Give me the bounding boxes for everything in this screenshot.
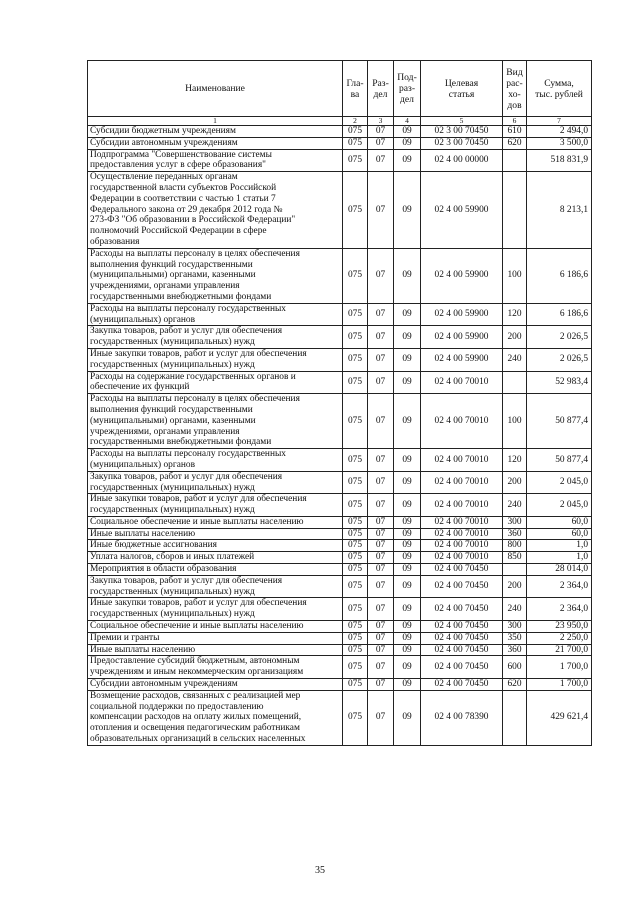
- cell-statya: 02 4 00 70010: [421, 371, 503, 394]
- table-row: [88, 656, 592, 679]
- cell-glava: 075: [343, 632, 368, 644]
- cell-statya: 02 4 00 59900: [421, 248, 503, 303]
- cell-vid: 360: [503, 644, 527, 656]
- cell-vid: [503, 172, 527, 249]
- cell-statya: 02 4 00 70450: [421, 575, 503, 598]
- cell-summa: 1,0: [527, 540, 592, 552]
- cell-vid: 620: [503, 137, 527, 149]
- table-row: [88, 348, 592, 371]
- table-row: [88, 621, 592, 633]
- table-row: [88, 394, 592, 449]
- cell-summa: 60,0: [527, 528, 592, 540]
- cell-glava: 075: [343, 621, 368, 633]
- cell-podrazdel: 09: [394, 172, 421, 249]
- cell-summa: 518 831,9: [527, 149, 592, 172]
- table-row: [88, 679, 592, 691]
- table-row: [88, 690, 592, 745]
- cell-summa: 1,0: [527, 552, 592, 564]
- cell-podrazdel: 09: [394, 137, 421, 149]
- cell-summa: 2 045,0: [527, 471, 592, 494]
- cell-podrazdel: 09: [394, 552, 421, 564]
- cell-statya: 02 4 00 70450: [421, 644, 503, 656]
- cell-glava: 075: [343, 149, 368, 172]
- table-row: [88, 126, 592, 138]
- cell-name: Мероприятия в области образования: [88, 564, 343, 576]
- cell-podrazdel: 09: [394, 540, 421, 552]
- table-row: [88, 598, 592, 621]
- cell-razdel: 07: [368, 690, 394, 745]
- table-row: [88, 172, 592, 249]
- cell-podrazdel: 09: [394, 516, 421, 528]
- cell-summa: 1 700,0: [527, 656, 592, 679]
- cell-glava: 075: [343, 137, 368, 149]
- header-razdel: Раз- дел: [368, 61, 394, 117]
- cell-glava: 075: [343, 303, 368, 326]
- table-row: [88, 371, 592, 394]
- table-row: [88, 149, 592, 172]
- cell-podrazdel: 09: [394, 644, 421, 656]
- cell-razdel: 07: [368, 149, 394, 172]
- cell-vid: 120: [503, 303, 527, 326]
- table-row: [88, 516, 592, 528]
- cell-name: Субсидии бюджетным учреждениям: [88, 126, 343, 138]
- cell-podrazdel: 09: [394, 326, 421, 349]
- table-row: [88, 552, 592, 564]
- cell-statya: 02 4 00 70010: [421, 471, 503, 494]
- table-row: [88, 644, 592, 656]
- cell-vid: 360: [503, 528, 527, 540]
- cell-summa: 50 877,4: [527, 394, 592, 449]
- cell-razdel: 07: [368, 394, 394, 449]
- cell-glava: 075: [343, 656, 368, 679]
- cell-podrazdel: 09: [394, 126, 421, 138]
- table-body: [88, 126, 592, 746]
- page-number: 35: [315, 865, 325, 876]
- cell-name: Возмещение расходов, связанных с реализацией мер социальной поддержки по предоставлению компенсации расходов на оплату жилых помещений, отопления и освещения педагогическим работникам образовательных организаций в сельских населенных: [88, 690, 343, 745]
- header-statya: Целевая статья: [421, 61, 503, 117]
- cell-razdel: 07: [368, 528, 394, 540]
- cell-razdel: 07: [368, 632, 394, 644]
- cell-vid: 300: [503, 621, 527, 633]
- cell-glava: 075: [343, 494, 368, 517]
- cell-summa: 21 700,0: [527, 644, 592, 656]
- cell-podrazdel: 09: [394, 690, 421, 745]
- cell-podrazdel: 09: [394, 471, 421, 494]
- cell-glava: 075: [343, 394, 368, 449]
- column-index: 5: [421, 117, 503, 126]
- cell-razdel: 07: [368, 494, 394, 517]
- cell-vid: [503, 371, 527, 394]
- table-row: [88, 632, 592, 644]
- cell-razdel: 07: [368, 126, 394, 138]
- cell-razdel: 07: [368, 471, 394, 494]
- cell-statya: 02 4 00 70010: [421, 449, 503, 472]
- cell-podrazdel: 09: [394, 449, 421, 472]
- cell-glava: 075: [343, 326, 368, 349]
- cell-podrazdel: 09: [394, 679, 421, 691]
- cell-name: Социальное обеспечение и иные выплаты населению: [88, 621, 343, 633]
- cell-glava: 075: [343, 516, 368, 528]
- header-name: Наименование: [88, 61, 343, 117]
- cell-glava: 075: [343, 348, 368, 371]
- cell-podrazdel: 09: [394, 149, 421, 172]
- cell-podrazdel: 09: [394, 248, 421, 303]
- cell-razdel: 07: [368, 598, 394, 621]
- table-row: [88, 528, 592, 540]
- cell-statya: 02 4 00 70010: [421, 528, 503, 540]
- cell-statya: 02 4 00 70010: [421, 540, 503, 552]
- cell-name: Уплата налогов, сборов и иных платежей: [88, 552, 343, 564]
- cell-vid: 600: [503, 656, 527, 679]
- cell-summa: 52 983,4: [527, 371, 592, 394]
- cell-summa: 3 500,0: [527, 137, 592, 149]
- cell-vid: [503, 564, 527, 576]
- cell-statya: 02 4 00 70010: [421, 394, 503, 449]
- cell-statya: 02 4 00 70450: [421, 679, 503, 691]
- budget-table: [87, 60, 592, 746]
- table-row: [88, 494, 592, 517]
- cell-podrazdel: 09: [394, 621, 421, 633]
- cell-razdel: 07: [368, 516, 394, 528]
- cell-summa: 6 186,6: [527, 303, 592, 326]
- cell-statya: 02 4 00 70450: [421, 621, 503, 633]
- cell-razdel: 07: [368, 449, 394, 472]
- cell-summa: 2 250,0: [527, 632, 592, 644]
- cell-vid: 200: [503, 471, 527, 494]
- cell-statya: 02 4 00 70010: [421, 494, 503, 517]
- cell-razdel: 07: [368, 564, 394, 576]
- cell-name: Иные закупки товаров, работ и услуг для обеспечения государственных (муниципальных) нужд: [88, 494, 343, 517]
- cell-name: Расходы на выплаты персоналу государственных (муниципальных) органов: [88, 303, 343, 326]
- table-row: [88, 303, 592, 326]
- cell-statya: 02 4 00 59900: [421, 326, 503, 349]
- cell-statya: 02 3 00 70450: [421, 126, 503, 138]
- cell-statya: 02 4 00 78390: [421, 690, 503, 745]
- table-row: [88, 137, 592, 149]
- cell-name: Субсидии автономным учреждениям: [88, 137, 343, 149]
- cell-vid: 800: [503, 540, 527, 552]
- cell-podrazdel: 09: [394, 394, 421, 449]
- table-row: [88, 248, 592, 303]
- cell-name: Расходы на выплаты персоналу в целях обеспечения выполнения функций государственными (муниципальными) органами, казенными учреждениями, органами управления государственными внебюджетными фондами: [88, 394, 343, 449]
- cell-glava: 075: [343, 644, 368, 656]
- cell-statya: 02 4 00 70450: [421, 656, 503, 679]
- cell-statya: 02 4 00 00000: [421, 149, 503, 172]
- cell-name: Расходы на выплаты персоналу государственных (муниципальных) органов: [88, 449, 343, 472]
- cell-razdel: 07: [368, 540, 394, 552]
- column-index-row: [88, 117, 592, 126]
- cell-name: Иные закупки товаров, работ и услуг для обеспечения государственных (муниципальных) нужд: [88, 598, 343, 621]
- cell-razdel: 07: [368, 348, 394, 371]
- cell-podrazdel: 09: [394, 371, 421, 394]
- table-row: [88, 471, 592, 494]
- table-row: [88, 575, 592, 598]
- column-index: 2: [343, 117, 368, 126]
- cell-glava: 075: [343, 552, 368, 564]
- cell-razdel: 07: [368, 326, 394, 349]
- column-index: 3: [368, 117, 394, 126]
- cell-glava: 075: [343, 126, 368, 138]
- cell-statya: 02 4 00 70450: [421, 564, 503, 576]
- cell-razdel: 07: [368, 679, 394, 691]
- cell-razdel: 07: [368, 371, 394, 394]
- cell-vid: 100: [503, 394, 527, 449]
- header-podrazdel: Под- раз- дел: [394, 61, 421, 117]
- cell-name: Расходы на выплаты персоналу в целях обеспечения выполнения функций государственными (муниципальными) органами, казенными учреждениями, органами управления государственными внебюджетными фондами: [88, 248, 343, 303]
- cell-podrazdel: 09: [394, 632, 421, 644]
- cell-vid: 610: [503, 126, 527, 138]
- cell-vid: 120: [503, 449, 527, 472]
- cell-razdel: 07: [368, 621, 394, 633]
- cell-summa: 6 186,6: [527, 248, 592, 303]
- header-glava: Гла- ва: [343, 61, 368, 117]
- cell-summa: 429 621,4: [527, 690, 592, 745]
- header-summa: Сумма, тыс. рублей: [527, 61, 592, 117]
- column-index: 1: [88, 117, 343, 126]
- cell-name: Иные выплаты населению: [88, 644, 343, 656]
- cell-razdel: 07: [368, 137, 394, 149]
- cell-vid: 200: [503, 326, 527, 349]
- cell-vid: 200: [503, 575, 527, 598]
- cell-statya: 02 4 00 70010: [421, 552, 503, 564]
- header-vid: Вид рас- хо- дов: [503, 61, 527, 117]
- cell-summa: 1 700,0: [527, 679, 592, 691]
- cell-glava: 075: [343, 371, 368, 394]
- column-index: 6: [503, 117, 527, 126]
- cell-statya: 02 4 00 59900: [421, 303, 503, 326]
- cell-podrazdel: 09: [394, 303, 421, 326]
- cell-summa: 28 014,0: [527, 564, 592, 576]
- table-row: [88, 326, 592, 349]
- cell-statya: 02 3 00 70450: [421, 137, 503, 149]
- cell-summa: 2 364,0: [527, 598, 592, 621]
- cell-glava: 075: [343, 598, 368, 621]
- cell-podrazdel: 09: [394, 528, 421, 540]
- cell-glava: 075: [343, 248, 368, 303]
- table-row: [88, 564, 592, 576]
- cell-summa: 23 950,0: [527, 621, 592, 633]
- cell-name: Закупка товаров, работ и услуг для обеспечения государственных (муниципальных) нужд: [88, 471, 343, 494]
- cell-glava: 075: [343, 172, 368, 249]
- cell-razdel: 07: [368, 575, 394, 598]
- cell-name: Социальное обеспечение и иные выплаты населению: [88, 516, 343, 528]
- cell-summa: 2 494,0: [527, 126, 592, 138]
- cell-glava: 075: [343, 471, 368, 494]
- cell-name: Осуществление переданных органам государственной власти субъектов Российской Федерации в соответствии с частью 1 статьи 7 Федерального закона от 29 декабря 2012 года № 273-ФЗ "Об образовании в Российской Федерации" полномочий Российской Федерации в сфере образования: [88, 172, 343, 249]
- header-row: [88, 61, 592, 117]
- cell-vid: 100: [503, 248, 527, 303]
- cell-glava: 075: [343, 564, 368, 576]
- cell-summa: 2 026,5: [527, 326, 592, 349]
- cell-name: Иные закупки товаров, работ и услуг для обеспечения государственных (муниципальных) нужд: [88, 348, 343, 371]
- cell-razdel: 07: [368, 303, 394, 326]
- cell-vid: 240: [503, 598, 527, 621]
- cell-glava: 075: [343, 690, 368, 745]
- table-row: [88, 540, 592, 552]
- cell-name: Иные выплаты населению: [88, 528, 343, 540]
- cell-summa: 60,0: [527, 516, 592, 528]
- cell-name: Закупка товаров, работ и услуг для обеспечения государственных (муниципальных) нужд: [88, 326, 343, 349]
- cell-glava: 075: [343, 575, 368, 598]
- cell-podrazdel: 09: [394, 348, 421, 371]
- cell-summa: 8 213,1: [527, 172, 592, 249]
- cell-vid: 620: [503, 679, 527, 691]
- cell-razdel: 07: [368, 644, 394, 656]
- cell-vid: 300: [503, 516, 527, 528]
- cell-podrazdel: 09: [394, 494, 421, 517]
- cell-vid: [503, 690, 527, 745]
- cell-vid: 850: [503, 552, 527, 564]
- cell-vid: 240: [503, 494, 527, 517]
- cell-glava: 075: [343, 679, 368, 691]
- cell-glava: 075: [343, 540, 368, 552]
- cell-glava: 075: [343, 449, 368, 472]
- cell-razdel: 07: [368, 172, 394, 249]
- cell-summa: 2 045,0: [527, 494, 592, 517]
- cell-name: Расходы на содержание государственных органов и обеспечение их функций: [88, 371, 343, 394]
- cell-name: Подпрограмма "Совершенствование системы предоставления услуг в сфере образования": [88, 149, 343, 172]
- column-index: 4: [394, 117, 421, 126]
- cell-vid: 240: [503, 348, 527, 371]
- table-row: [88, 449, 592, 472]
- cell-name: Предоставление субсидий бюджетным, автономным учреждениям и иным некоммерческим организациям: [88, 656, 343, 679]
- cell-vid: [503, 149, 527, 172]
- cell-summa: 2 026,5: [527, 348, 592, 371]
- cell-statya: 02 4 00 70450: [421, 598, 503, 621]
- cell-summa: 50 877,4: [527, 449, 592, 472]
- cell-name: Субсидии автономным учреждениям: [88, 679, 343, 691]
- cell-summa: 2 364,0: [527, 575, 592, 598]
- cell-statya: 02 4 00 70010: [421, 516, 503, 528]
- cell-glava: 075: [343, 528, 368, 540]
- cell-razdel: 07: [368, 552, 394, 564]
- cell-podrazdel: 09: [394, 564, 421, 576]
- cell-statya: 02 4 00 59900: [421, 348, 503, 371]
- cell-podrazdel: 09: [394, 575, 421, 598]
- cell-name: Иные бюджетные ассигнования: [88, 540, 343, 552]
- cell-vid: 350: [503, 632, 527, 644]
- cell-statya: 02 4 00 70450: [421, 632, 503, 644]
- cell-razdel: 07: [368, 656, 394, 679]
- cell-podrazdel: 09: [394, 598, 421, 621]
- column-index: 7: [527, 117, 592, 126]
- cell-podrazdel: 09: [394, 656, 421, 679]
- cell-razdel: 07: [368, 248, 394, 303]
- cell-name: Премии и гранты: [88, 632, 343, 644]
- cell-name: Закупка товаров, работ и услуг для обеспечения государственных (муниципальных) нужд: [88, 575, 343, 598]
- cell-statya: 02 4 00 59900: [421, 172, 503, 249]
